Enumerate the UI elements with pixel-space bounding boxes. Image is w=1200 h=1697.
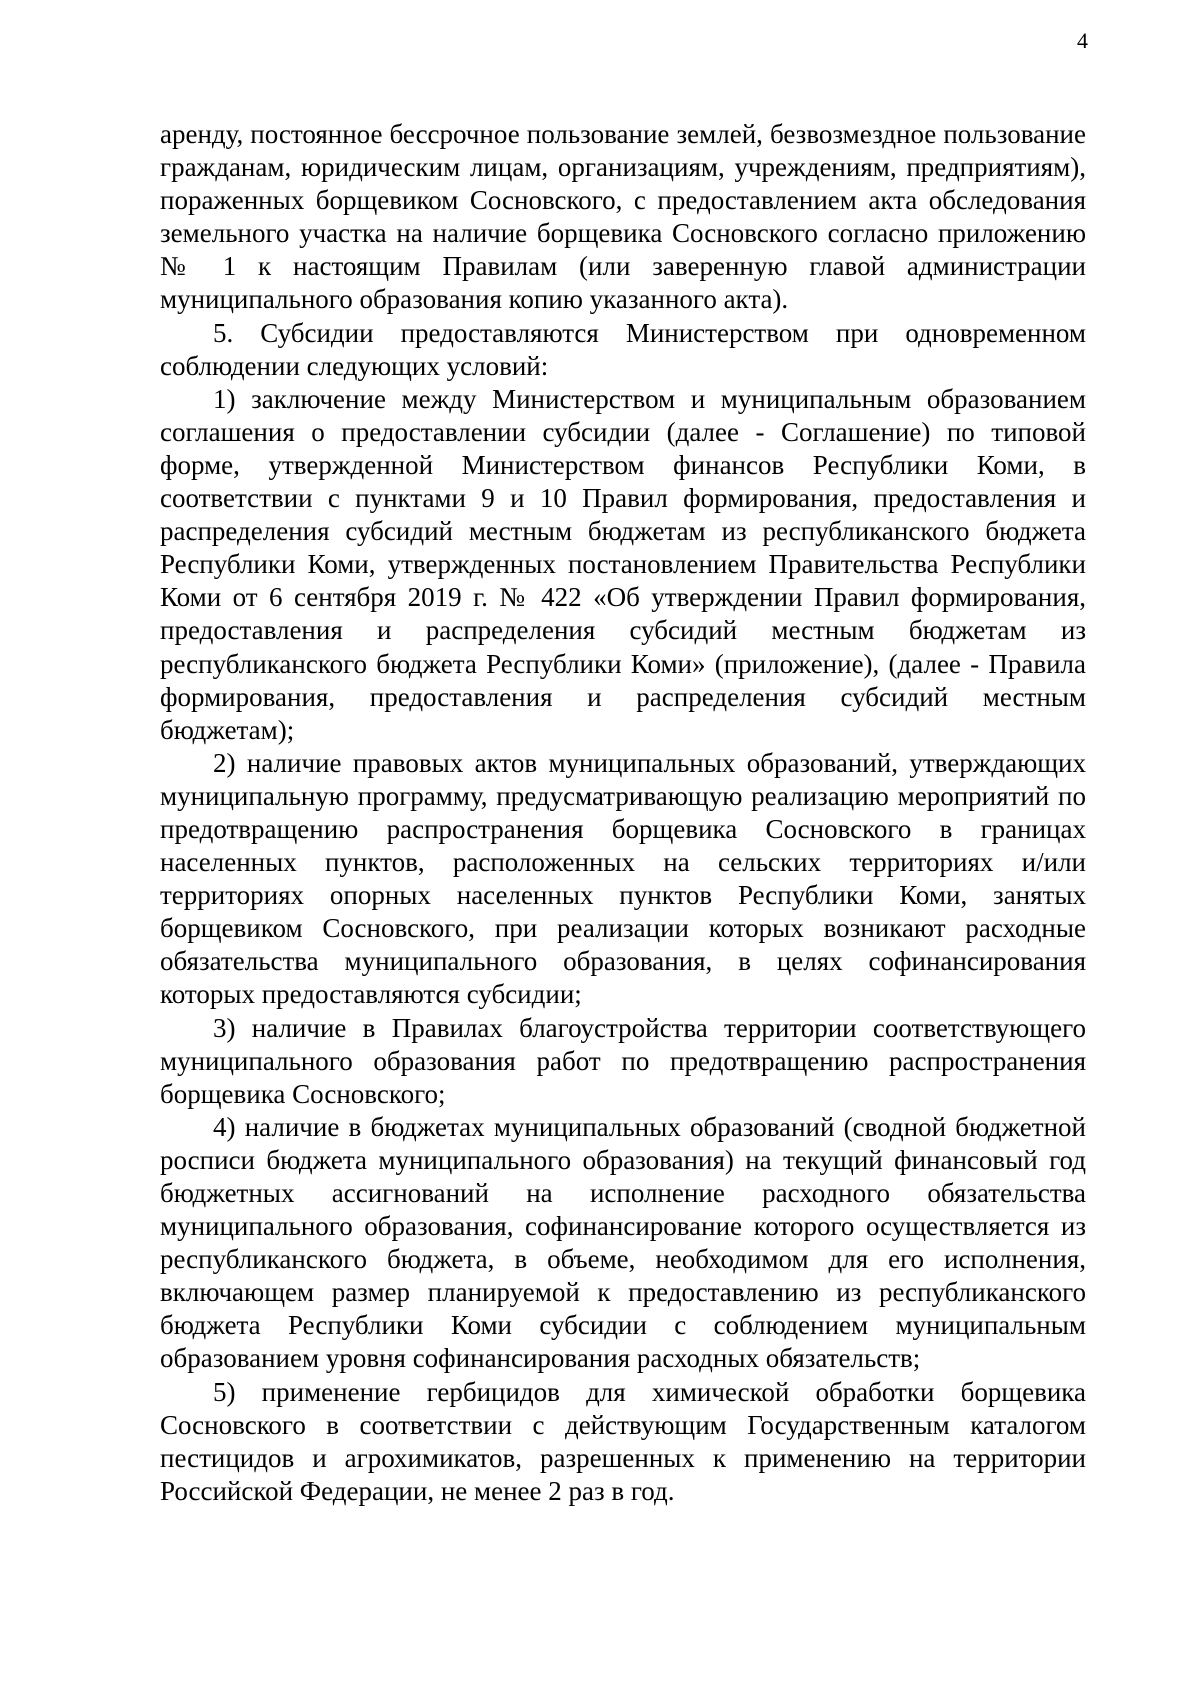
paragraph-subitem-2: 2) наличие правовых актов муниципальных образований, утверждающих муниципальную программу, предусматривающую реализацию мероприятий по предотвращению распространения борщевика Сосновского в границах населенных пунктов, расположенных на сельских территориях и/или территориях опорных населенных пунктов Республики Коми, занятых борщевиком Сосновского, при реализации которых возникают расходные обязательства муниципального образования, в целях софинансирования которых предоставляются субсидии; <box>160 747 1086 1010</box>
paragraph-subitem-1: 1) заключение между Министерством и муниципальным образованием соглашения о предоставлении субсидии (далее - Соглашение) по типовой форме, утвержденной Министерством финансов Республики Коми, в соответствии с пунктами 9 и 10 Правил формирования, предоставления и распределения субсидий местным бюджетам из республиканского бюджета Республики Коми, утвержденных постановлением Правительства Республики Коми от 6 сентября 2019 г. № 422 «Об утверждении Правил формирования, предоставления и распределения субсидий местным бюджетам из республиканского бюджета Республики Коми» (приложение), (далее - Правила формирования, предоставления и распределения субсидий местным бюджетам); <box>160 383 1086 745</box>
paragraph-subitem-5: 5) применение гербицидов для химической обработки борщевика Сосновского в соответствии с действующим Государственным каталогом пестицидов и агрохимикатов, разрешенных к применению на территории Российской Федерации, не менее 2 раз в год. <box>160 1376 1086 1506</box>
paragraph-subitem-3: 3) наличие в Правилах благоустройства территории соответствующего муниципального образования работ по предотвращению распространения борщевика Сосновского; <box>160 1012 1086 1109</box>
document-body <box>160 118 1086 1508</box>
paragraph-subitem-4: 4) наличие в бюджетах муниципальных образований (сводной бюджетной росписи бюджета муниципального образования) на текущий финансовый год бюджетных ассигнований на исполнение расходного обязательства муниципального образования, софинансирование которого осуществляется из республиканского бюджета, в объеме, необходимом для его исполнения, включающем размер планируемой к предоставлению из республиканского бюджета Республики Коми субсидии с соблюдением муниципальным образованием уровня софинансирования расходных обязательств; <box>160 1111 1086 1374</box>
paragraph-continuation: аренду, постоянное бессрочное пользование землей, безвозмездное пользование гражданам, юридическим лицам, организациям, учреждениям, предприятиям), пораженных борщевиком Сосновского, с предоставлением акта обследования земельного участка на наличие борщевика Сосновского согласно приложению № 1 к настоящим Правилам (или заверенную главой администрации муниципального образования копию указанного акта). <box>160 119 1086 315</box>
page-number: 4 <box>1077 28 1088 53</box>
paragraph-item-5: 5. Субсидии предоставляются Министерством при одновременном соблюдении следующих условий: <box>160 317 1086 381</box>
